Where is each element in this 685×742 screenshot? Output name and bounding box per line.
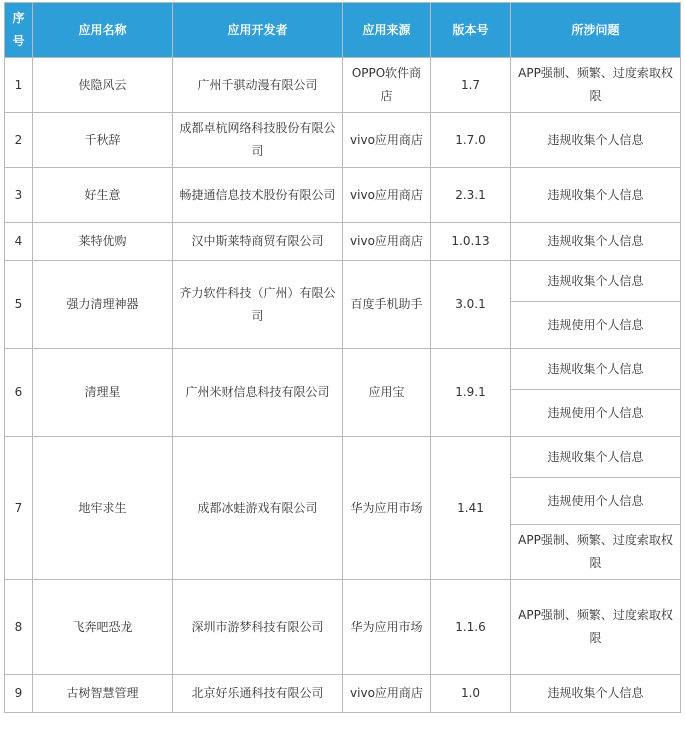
cell-developer: 广州米财信息科技有限公司 <box>173 349 343 437</box>
table-row <box>5 349 681 390</box>
table-row <box>5 223 681 261</box>
cell-source: 华为应用市场 <box>343 580 431 675</box>
header-version: 版本号 <box>431 3 511 58</box>
cell-app-name: 侠隐风云 <box>33 58 173 113</box>
cell-developer: 齐力软件科技（广州）有限公司 <box>173 261 343 349</box>
cell-index: 1 <box>5 58 33 113</box>
table-row <box>5 675 681 713</box>
cell-developer: 深圳市游梦科技有限公司 <box>173 580 343 675</box>
header-developer: 应用开发者 <box>173 3 343 58</box>
cell-index: 9 <box>5 675 33 713</box>
cell-version: 1.1.6 <box>431 580 511 675</box>
header-app-name: 应用名称 <box>33 3 173 58</box>
cell-developer: 汉中斯莱特商贸有限公司 <box>173 223 343 261</box>
table-row <box>5 580 681 675</box>
cell-app-name: 好生意 <box>33 168 173 223</box>
cell-index: 2 <box>5 113 33 168</box>
cell-app-name: 飞奔吧恐龙 <box>33 580 173 675</box>
header-issues: 所涉问题 <box>511 3 681 58</box>
cell-issue: APP强制、频繁、过度索取权限 <box>511 580 681 675</box>
cell-version: 3.0.1 <box>431 261 511 349</box>
cell-app-name: 地牢求生 <box>33 437 173 580</box>
cell-issue: 违规使用个人信息 <box>511 478 681 525</box>
table-row <box>5 58 681 113</box>
cell-index: 7 <box>5 437 33 580</box>
table-row <box>5 261 681 302</box>
cell-index: 8 <box>5 580 33 675</box>
report-table-container <box>4 2 680 713</box>
cell-source: vivo应用商店 <box>343 223 431 261</box>
table-header-row <box>5 3 681 58</box>
cell-source: vivo应用商店 <box>343 113 431 168</box>
cell-source: OPPO软件商店 <box>343 58 431 113</box>
cell-developer: 成都冰蛙游戏有限公司 <box>173 437 343 580</box>
cell-version: 1.0.13 <box>431 223 511 261</box>
header-source: 应用来源 <box>343 3 431 58</box>
cell-issue: 违规收集个人信息 <box>511 349 681 390</box>
cell-issue: 违规使用个人信息 <box>511 390 681 437</box>
cell-issue: APP强制、频繁、过度索取权限 <box>511 58 681 113</box>
cell-source: 华为应用市场 <box>343 437 431 580</box>
cell-index: 4 <box>5 223 33 261</box>
cell-developer: 北京好乐通科技有限公司 <box>173 675 343 713</box>
cell-app-name: 千秋辞 <box>33 113 173 168</box>
cell-version: 1.41 <box>431 437 511 580</box>
cell-issue: 违规使用个人信息 <box>511 302 681 349</box>
cell-issue: 违规收集个人信息 <box>511 675 681 713</box>
cell-version: 2.3.1 <box>431 168 511 223</box>
cell-version: 1.9.1 <box>431 349 511 437</box>
cell-developer: 成都卓杭网络科技股份有限公司 <box>173 113 343 168</box>
cell-index: 6 <box>5 349 33 437</box>
header-index: 序号 <box>5 3 33 58</box>
table-row <box>5 113 681 168</box>
cell-version: 1.7.0 <box>431 113 511 168</box>
cell-source: vivo应用商店 <box>343 168 431 223</box>
cell-version: 1.7 <box>431 58 511 113</box>
cell-issue: 违规收集个人信息 <box>511 168 681 223</box>
app-violation-table <box>4 2 681 713</box>
table-row <box>5 437 681 478</box>
cell-app-name: 莱特优购 <box>33 223 173 261</box>
cell-issue: 违规收集个人信息 <box>511 223 681 261</box>
cell-source: vivo应用商店 <box>343 675 431 713</box>
cell-issue: APP强制、频繁、过度索取权限 <box>511 525 681 580</box>
cell-version: 1.0 <box>431 675 511 713</box>
cell-app-name: 古树智慧管理 <box>33 675 173 713</box>
cell-app-name: 清理星 <box>33 349 173 437</box>
cell-app-name: 强力清理神器 <box>33 261 173 349</box>
table-row <box>5 168 681 223</box>
cell-index: 3 <box>5 168 33 223</box>
cell-source: 应用宝 <box>343 349 431 437</box>
cell-developer: 畅捷通信息技术股份有限公司 <box>173 168 343 223</box>
cell-index: 5 <box>5 261 33 349</box>
cell-issue: 违规收集个人信息 <box>511 113 681 168</box>
cell-issue: 违规收集个人信息 <box>511 261 681 302</box>
cell-developer: 广州千骐动漫有限公司 <box>173 58 343 113</box>
cell-source: 百度手机助手 <box>343 261 431 349</box>
cell-issue: 违规收集个人信息 <box>511 437 681 478</box>
